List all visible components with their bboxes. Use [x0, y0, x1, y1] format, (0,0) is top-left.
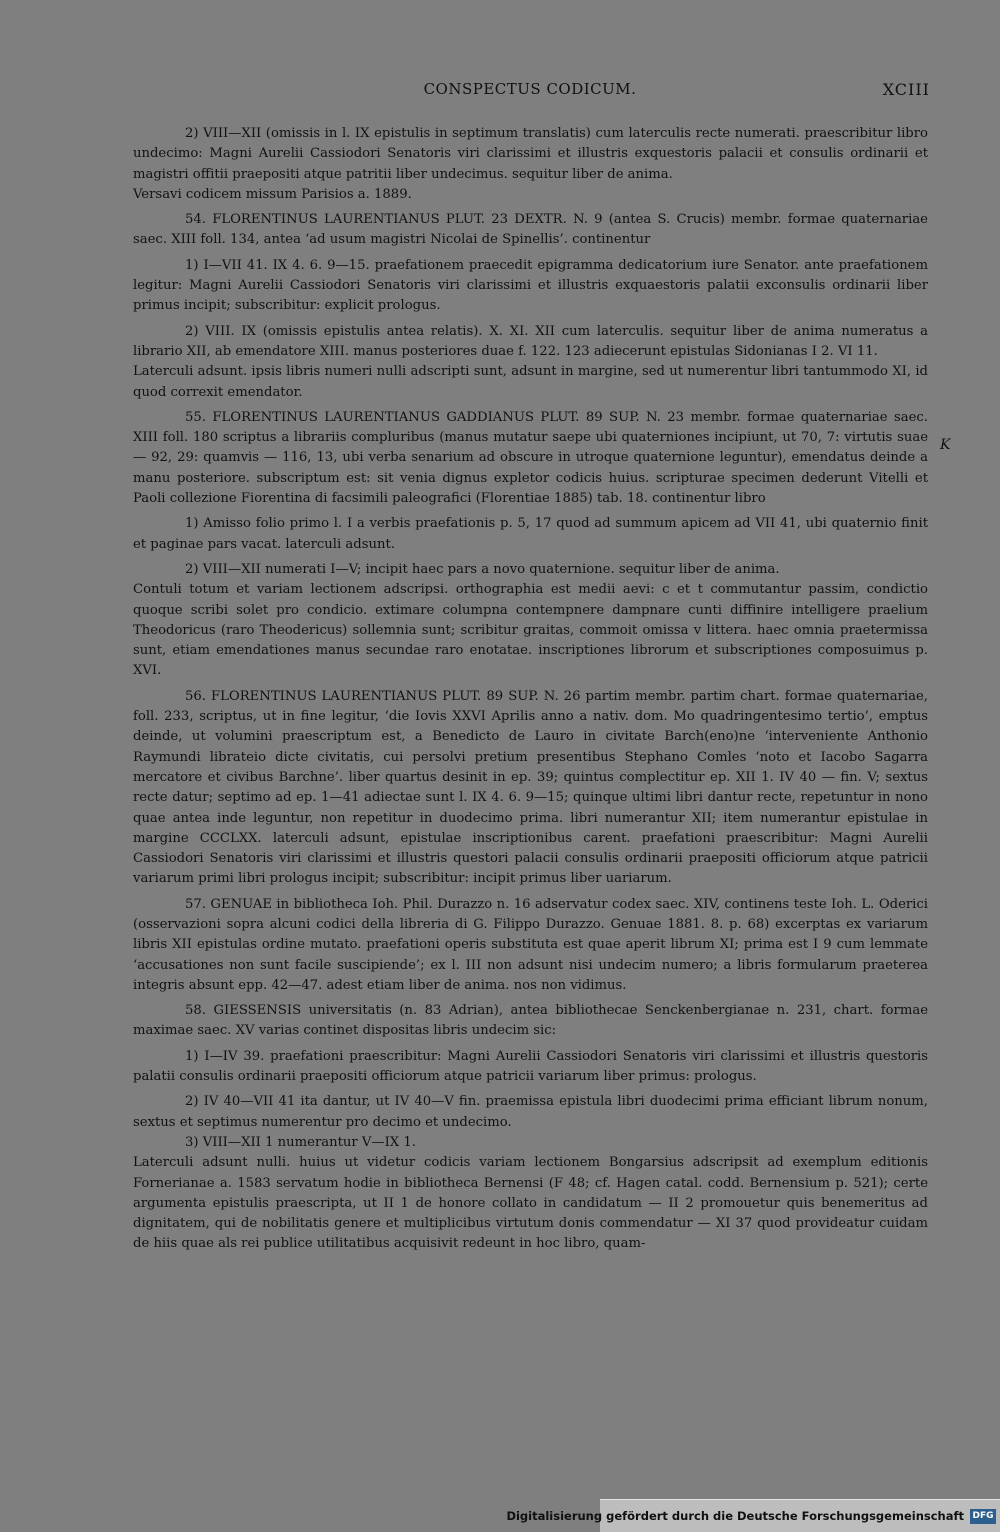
paragraph: 54. FLORENTINUS LAURENTIANUS PLUT. 23 DEXTR. N. 9 (antea S. Crucis) membr. formae quaternariae saec. XIII foll. 134, antea ‘ad usum magistri Nicolai de Spinellis’. continentur	[133, 212, 928, 248]
dfg-logo-icon: DFG	[970, 1509, 996, 1524]
page-number: XCIII	[882, 80, 930, 99]
paragraph: Contuli totum et variam lectionem adscripsi. orthographia est medii aevi: c et t commutantur passim, condictio quoque scribi solet pro condicio. extimare columpna contempnere dampnare cunti diffinire intelligere praelium Theodoricus (raro Theodericus) sollemnia sunt; scribitur graitas, commoit omissa v littera. haec omnia praetermissa sunt, etiam emendationes manus secundae raro enotatae. inscriptiones librorum et subscriptiones composuimus p. XVI.	[133, 582, 928, 679]
footer-credit: Digitalisierung gefördert durch die Deutsche Forschungsgemeinschaft	[506, 1509, 964, 1523]
paragraph: Laterculi adsunt nulli. huius ut videtur codicis variam lectionem Bongarsius adscripsit ad exemplum editionis Fornerianae a. 1583 servatum hodie in bibliotheca Bernensi (F 48; cf. Hagen catal. codd. Bernensium p. 521); certe argumenta epistulis praescripta, ut II 1 de honore collato in candidatum — II 2 promouetur quis benemeritus ad dignitatem, qui de nobilitatis genere et multiplicibus virtutum donis commendatur — XI 37 quod provideatur cuidam de hiis quae als rei publice utilitatibus acquisivit redeunt in hoc libro, quam-	[133, 1155, 928, 1252]
paragraph: 2) VIII—XII (omissis in l. IX epistulis in septimum translatis) cum laterculis recte numerati. praescribitur libro undecimo: Magni Aurelii Cassiodori Senatoris viri clarissimi et illustris exquestoris palacii et consulis ordinarii et magistri offitii praepositi atque patritii liber undecimus. sequitur liber de anima.	[133, 126, 928, 182]
paragraph: Laterculi adsunt. ipsis libris numeri nulli adscripti sunt, adsunt in margine, sed ut numerentur libri tantummodo XI, id quod correxit emendator.	[133, 364, 928, 400]
paragraph: 55. FLORENTINUS LAURENTIANUS GADDIANUS PLUT. 89 SUP. N. 23 membr. formae quaternariae saec. XIII foll. 180 scriptus a librariis compluribus (manus mutatur saepe ubi quaterniones incipiunt, ut 70, 7: virtutis suae — 92, 29: quamvis — 116, 13, ubi verba senarium ad obscure in utroque quaternione leguntur), emendatus deinde a manu posteriore. subscriptum est: sit venia dignus expletor codicis huius. scripturae specimen dederunt Vitelli et Paoli collezione Fiorentina di facsimili paleografici (Florentiae 1885) tab. 18. continentur libro	[133, 409, 928, 507]
footer	[0, 1500, 1000, 1532]
paragraph: 58. GIESSENSIS universitatis (n. 83 Adrian), antea bibliothecae Senckenbergianae n. 231, chart. formae maximae saec. XV varias continet dispositas libris undecim sic:	[133, 1003, 928, 1039]
paragraph: 1) I—IV 39. praefationi praescribitur: Magni Aurelii Cassiodori Senatoris viri clarissimi et illustris questoris palatii consulis ordinarii praepositi officiorum atque patricii variarum liber primus: prologus.	[133, 1048, 928, 1085]
paragraph: 1) Amisso folio primo l. I a verbis praefationis p. 5, 17 quod ad summum apicem ad VII 41, ubi quaternio finit et paginae pars vacat. laterculi adsunt.	[133, 516, 928, 552]
page-header	[130, 80, 930, 102]
paragraph: Versavi codicem missum Parisios a. 1889.	[133, 186, 412, 202]
running-title: CONSPECTUS CODICUM.	[423, 80, 637, 98]
paragraph: 3) VIII—XII 1 numerantur V—IX 1.	[185, 1134, 416, 1150]
paragraph: 56. FLORENTINUS LAURENTIANUS PLUT. 89 SUP. N. 26 partim membr. partim chart. formae quaternariae, foll. 233, scriptus, ut in fine legitur, ‘die Iovis XXVI Aprilis anno a nativ. dom. Mo quadringentesimo tertio’, emptus deinde, ut volumini praescriptum est, a Benedicto de Lauro in civitate Barch(eno)ne ‘interveniente Anthonio Raymundi librateio dicte civitatis, cui persolvi pretium presentibus Stephano Comles ‘noto et Iacobo Sagarra mercatore et civibus Barchne’. liber quartus desinit in ep. 39; quintus complectitur ep. XII 1. IV 40 — fin. V; sextus recte datur; septimo ad ep. 1—41 adiectae sunt l. IX 4. 6. 9—15; quinque ultimi libri dantur recte, repetuntur in nono quae antea inde leguntur, non repetitur in duodecimo prima. libri numerantur XII; item numerantur epistulae in margine CCCLXX. laterculi adsunt, epistulae inscriptionibus carent. praefationi praescribitur: Magni Aurelii Cassiodori Senatoris viri clarissimi et illustris questori palacii consulis ordinarii praepositi officiorum atque patricii variarum primi libri prologus incipit; subscribitur: incipit primus liber uariarum.	[133, 688, 928, 887]
page-body	[133, 124, 928, 1255]
paragraph: 2) IV 40—VII 41 ita dantur, ut IV 40—V fin. praemissa epistula libri duodecimi prima efficiant librum nonum, sextus et septimus numerentur pro decimo et undecimo.	[133, 1094, 928, 1130]
paragraph: 2) VIII. IX (omissis epistulis antea relatis). X. XI. XII cum laterculis. sequitur liber de anima numeratus a librario XII, ab emendatore XIII. manus posteriores duae f. 122. 123 adiecerunt epistulas Sidonianas I 2. VI 11.	[133, 323, 928, 359]
margin-note: K	[940, 437, 951, 453]
paragraph: 57. GENUAE in bibliotheca Ioh. Phil. Durazzo n. 16 adservatur codex saec. XIV, continens teste Ioh. L. Oderici (osservazioni sopra alcuni codici della libreria di G. Filippo Durazzo. Genuae 1881. 8. p. 68) excerptas ex variarum libris XII epistulas ordine mutato. praefationi operis substituta est quae aperit librum XI; prima est I 9 cum lemmate ‘accusationes non sunt facile suscipiende’; ex l. III non adsunt nisi undecim numero; a libris formularum praeterea integris absunt epp. 42—47. adest etiam liber de anima. nos non vidimus.	[133, 896, 928, 993]
paragraph: 2) VIII—XII numerati I—V; incipit haec pars a novo quaternione. sequitur liber de anima.	[185, 561, 780, 577]
paragraph: 1) I—VII 41. IX 4. 6. 9—15. praefationem praecedit epigramma dedicatorium iure Senator. ante praefationem legitur: Magni Aurelii Cassiodori Senatoris viri clarissimi et illustris exquaestoris palatii exconsulis ordinarii liber primus incipit; subscribitur: explicit prologus.	[133, 257, 928, 314]
